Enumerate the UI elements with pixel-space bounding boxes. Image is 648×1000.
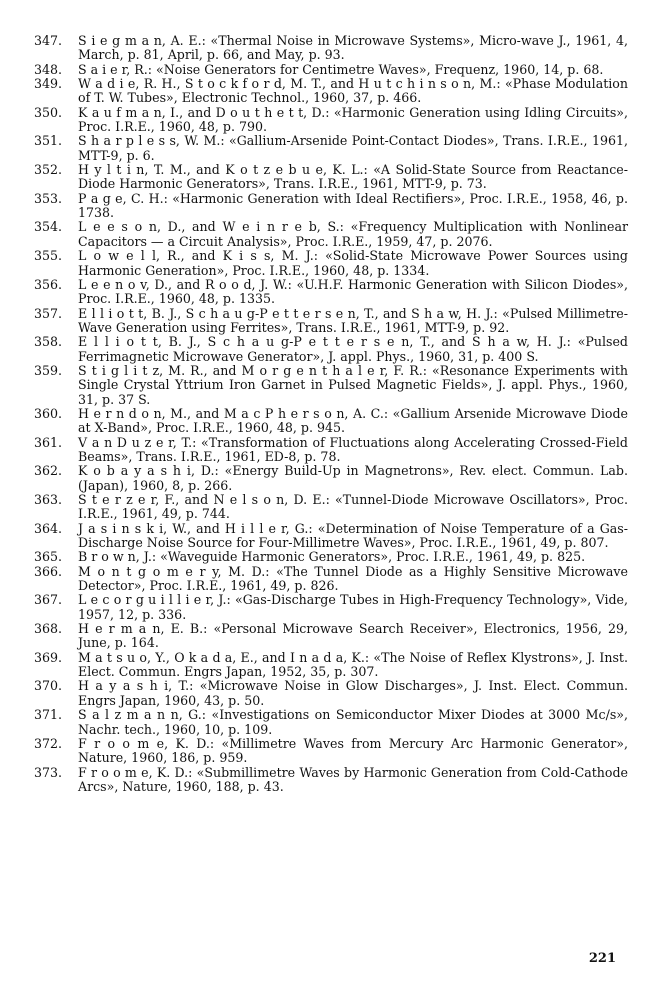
reference-item: [34, 220, 628, 249]
reference-text: K o b a y a s h i, D.: «Energy Build-Up in Magnetrons», Rev. elect. Commun. Lab. (Japan), 1960, 8, p. 266.: [78, 463, 628, 493]
reference-text: L e e s o n, D., and W e i n r e b, S.: «Frequency Multiplication with Nonlinear Capacitors — a Circuit Analysis», Proc. I.R.E., 1959, 47, p. 2076.: [78, 219, 628, 249]
reference-item: [34, 106, 628, 135]
page-number: 221: [588, 951, 616, 966]
reference-number: 347.: [34, 33, 63, 48]
reference-number: 362.: [34, 463, 63, 479]
reference-item: [34, 651, 628, 680]
reference-item: [34, 622, 628, 651]
reference-text: L o w e l l, R., and K i s s, M. J.: «Solid-State Microwave Power Sources using Harmonic Generation», Proc. I.R.E., 1960, 48, p. 1334.: [78, 248, 628, 278]
reference-item: [34, 307, 628, 336]
reference-number: 368.: [34, 621, 63, 637]
reference-text: H y l t i n, T. M., and K o t z e b u e, K. L.: «A Solid-State Source from Reactance-Diode Harmonic Generators», Trans. I.R.E., 1961, MTT-9, p. 73.: [78, 162, 628, 192]
reference-item: [34, 134, 628, 163]
reference-number: 360.: [34, 405, 63, 421]
reference-number: 366.: [34, 563, 63, 579]
reference-text: S i e g m a n, A. E.: «Thermal Noise in Microwave Systems», Micro-wave J., 1961, 4, March, p. 81, April, p. 66, and May, p. 93.: [78, 33, 628, 63]
reference-number: 372.: [34, 735, 63, 751]
reference-item: [34, 407, 628, 436]
reference-number: 364.: [34, 520, 63, 536]
reference-text: M a t s u o, Y., O k a d a, E., and I n a d a, K.: «The Noise of Reflex Klystrons», J. Inst. Elect. Commun. Engrs Japan, 1952, 35, p. 307.: [78, 649, 628, 680]
reference-text: S a l z m a n n, G.: «Investigations on Semiconductor Mixer Diodes at 3000 Mc/s», Nachr. tech., 1960, 10, p. 109.: [78, 707, 628, 737]
reference-number: 359.: [34, 362, 63, 378]
reference-item: [34, 364, 628, 407]
reference-item: [34, 522, 628, 551]
reference-text: V a n D u z e r, T.: «Transformation of Fluctuations along Accelerating Crossed-Field Beams», Trans. I.R.E., 1961, ED-8, p. 78.: [78, 434, 628, 464]
reference-text: B r o w n, J.: «Waveguide Harmonic Generators», Proc. I.R.E., 1961, 49, p. 825.: [78, 549, 586, 565]
reference-text: E l l i o t t, B. J., S c h a u g-P e t t e r s e n, T., and S h a w, H. J.: «Pulsed Millimetre-Wave Generation using Ferrites», Trans. I.R.E., 1961, MTT-9, p. 92.: [78, 305, 628, 335]
reference-number: 348.: [34, 61, 63, 77]
reference-item: [34, 34, 628, 63]
reference-number: 370.: [34, 678, 63, 694]
reference-text: H a y a s h i, T.: «Microwave Noise in Glow Discharges», J. Inst. Elect. Commun. Engrs Japan, 1960, 43, p. 50.: [78, 678, 628, 708]
reference-text: L e c o r g u i l l i e r, J.: «Gas-Discharge Tubes in High-Frequency Technology», Vide, 1957, 12, p. 336.: [78, 592, 628, 622]
reference-item: [34, 679, 628, 708]
reference-text: W a d i e, R. H., S t o c k f o r d, M. T., and H u t c h i n s o n, M.: «Phase Modulation of T. W. Tubes», Electronic Technol., 1960, 37, p. 466.: [78, 76, 628, 106]
reference-text: S h a r p l e s s, W. M.: «Gallium-Arsenide Point-Contact Diodes», Trans. I.R.E., 1961, MTT-9, p. 6.: [78, 133, 628, 163]
reference-number: 373.: [34, 764, 63, 780]
reference-text: S t i g l i t z, M. R., and M o r g e n t h a l e r, F. R.: «Resonance Experiments with Single Crystal Yttrium Iron Garnet in Pulsed Magnetic Fields», J. appl. Phys., 1960, 31, p. 37 S.: [78, 362, 628, 407]
reference-number: 351.: [34, 133, 63, 149]
reference-text: P a g e, C. H.: «Harmonic Generation with Ideal Rectifiers», Proc. I.R.E., 1958, 46, p. 1738.: [78, 190, 628, 221]
reference-number: 349.: [34, 76, 63, 92]
reference-number: 356.: [34, 276, 63, 292]
reference-number: 350.: [34, 104, 63, 120]
reference-number: 353.: [34, 190, 63, 206]
reference-item: [34, 493, 628, 522]
reference-item: [34, 708, 628, 737]
reference-number: 371.: [34, 707, 63, 723]
reference-number: 357.: [34, 305, 63, 321]
reference-number: 365.: [34, 549, 63, 565]
reference-text: S a i e r, R.: «Noise Generators for Centimetre Waves», Frequenz, 1960, 14, p. 68.: [78, 61, 604, 77]
reference-number: 354.: [34, 219, 63, 235]
reference-item: [34, 163, 628, 192]
reference-item: [34, 63, 628, 77]
reference-number: 361.: [34, 434, 63, 450]
reference-item: [34, 249, 628, 278]
reference-text: F r o o m e, K. D.: «Millimetre Waves from Mercury Arc Harmonic Generator», Nature, 1960, 186, p. 959.: [78, 735, 628, 766]
reference-text: M o n t g o m e r y, M. D.: «The Tunnel Diode as a Highly Sensitive Microwave Detector», Proc. I.R.E., 1961, 49, p. 826.: [78, 563, 628, 594]
reference-text: S t e r z e r, F., and N e l s o n, D. E.: «Tunnel-Diode Microwave Oscillators», Proc. I.R.E., 1961, 49, p. 744.: [78, 492, 628, 522]
reference-item: [34, 335, 628, 364]
reference-item: [34, 593, 628, 622]
reference-text: E l l i o t t, B. J., S c h a u g-P e t t e r s e n, T., and S h a w, H. J.: «Pulsed Ferrimagnetic Microwave Generator», J. appl. Phys., 1960, 31, p. 400 S.: [78, 334, 628, 364]
reference-item: [34, 550, 628, 564]
reference-item: [34, 278, 628, 307]
reference-text: L e e n o v, D., and R o o d, J. W.: «U.H.F. Harmonic Generation with Silicon Diodes», Proc. I.R.E., 1960, 48, p. 1335.: [78, 276, 628, 307]
reference-text: H e r n d o n, M., and M a c P h e r s o n, A. C.: «Gallium Arsenide Microwave Diode at X-Band», Proc. I.R.E., 1960, 48, p. 945.: [78, 405, 628, 436]
reference-item: [34, 766, 628, 795]
reference-item: [34, 192, 628, 221]
reference-text: J a s i n s k i, W., and H i l l e r, G.: «Determination of Noise Temperature of a Gas-Discharge Noise Source for Four-Millimetre Waves», Proc. I.R.E., 1961, 49, p. 807.: [78, 520, 628, 551]
reference-number: 352.: [34, 162, 63, 178]
reference-text: H e r m a n, E. B.: «Personal Microwave Search Receiver», Electronics, 1956, 29, June, p. 164.: [78, 621, 628, 651]
reference-item: [34, 464, 628, 493]
reference-item: [34, 737, 628, 766]
reference-number: 355.: [34, 248, 63, 264]
reference-text: F r o o m e, K. D.: «Submillimetre Waves by Harmonic Generation from Cold-Cathode Arcs», Nature, 1960, 188, p. 43.: [78, 764, 628, 794]
reference-list: [34, 34, 628, 794]
reference-item: [34, 436, 628, 465]
reference-item: [34, 77, 628, 106]
reference-number: 369.: [34, 649, 63, 665]
reference-number: 358.: [34, 334, 63, 350]
reference-number: 363.: [34, 492, 63, 507]
reference-item: [34, 565, 628, 594]
reference-number: 367.: [34, 592, 63, 608]
reference-text: K a u f m a n, I., and D o u t h e t t, D.: «Harmonic Generation using Idling Circuits», Proc. I.R.E., 1960, 48, p. 790.: [78, 104, 628, 135]
